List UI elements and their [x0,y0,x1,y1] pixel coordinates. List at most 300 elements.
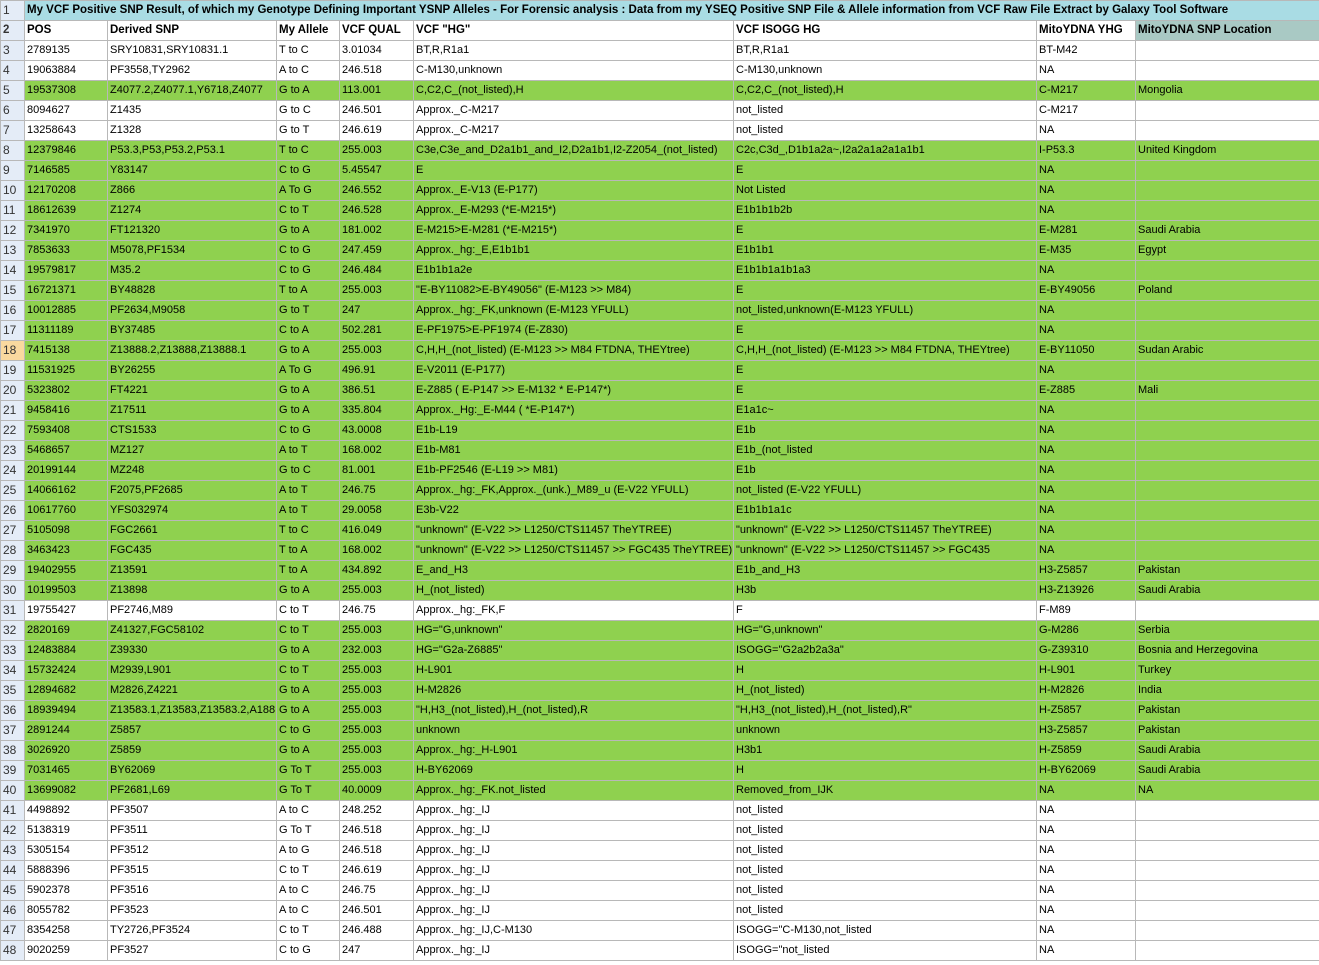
cell-vcf-qual[interactable]: 5.45547 [340,161,414,181]
cell-my-allele[interactable]: A To G [277,361,340,381]
row-header[interactable]: 29 [1,561,25,581]
cell-vcf-isogg-hg[interactable]: "unknown" (E-V22 >> L1250/CTS11457 >> FGC435 [734,541,1037,561]
cell-pos[interactable]: 10199503 [25,581,108,601]
cell-my-allele[interactable]: C to T [277,601,340,621]
cell-mitoydna-yhg[interactable]: NA [1037,801,1136,821]
row-header[interactable]: 13 [1,241,25,261]
cell-mitoydna-yhg[interactable]: NA [1037,361,1136,381]
cell-vcf-hg[interactable]: Approx._hg:_E,E1b1b1 [414,241,734,261]
cell-derived-snp[interactable]: M5078,PF1534 [108,241,277,261]
cell-my-allele[interactable]: G To T [277,821,340,841]
row-header[interactable]: 2 [1,21,25,41]
cell-vcf-qual[interactable]: 255.003 [340,741,414,761]
cell-vcf-isogg-hg[interactable]: Not Listed [734,181,1037,201]
cell-pos[interactable]: 12483884 [25,641,108,661]
cell-pos[interactable]: 11531925 [25,361,108,381]
cell-vcf-hg[interactable]: Approx._hg:_FK,unknown (E-M123 YFULL) [414,301,734,321]
cell-vcf-isogg-hg[interactable]: not_listed [734,841,1037,861]
cell-pos[interactable]: 13699082 [25,781,108,801]
cell-my-allele[interactable]: C to T [277,621,340,641]
cell-mitoydna-snp-location[interactable] [1136,481,1319,501]
row-header[interactable]: 28 [1,541,25,561]
cell-vcf-isogg-hg[interactable]: ISOGG="C-M130,not_listed [734,921,1037,941]
cell-vcf-isogg-hg[interactable]: H_(not_listed) [734,681,1037,701]
cell-my-allele[interactable]: G to A [277,701,340,721]
cell-vcf-isogg-hg[interactable]: H [734,661,1037,681]
cell-vcf-hg[interactable]: H-L901 [414,661,734,681]
cell-mitoydna-snp-location[interactable]: Bosnia and Herzegovina [1136,641,1319,661]
cell-mitoydna-snp-location[interactable]: NA [1136,781,1319,801]
cell-vcf-qual[interactable]: 3.01034 [340,41,414,61]
cell-mitoydna-snp-location[interactable] [1136,41,1319,61]
row-header[interactable]: 18 [1,341,25,361]
cell-derived-snp[interactable]: M2939,L901 [108,661,277,681]
cell-derived-snp[interactable]: Z1435 [108,101,277,121]
cell-mitoydna-yhg[interactable]: NA [1037,901,1136,921]
cell-my-allele[interactable]: T to A [277,561,340,581]
cell-mitoydna-snp-location[interactable] [1136,941,1319,961]
cell-vcf-hg[interactable]: C-M130,unknown [414,61,734,81]
cell-derived-snp[interactable]: PF2681,L69 [108,781,277,801]
cell-mitoydna-yhg[interactable]: H-Z5859 [1037,741,1136,761]
cell-pos[interactable]: 7031465 [25,761,108,781]
cell-vcf-qual[interactable]: 168.002 [340,441,414,461]
cell-mitoydna-yhg[interactable]: H-L901 [1037,661,1136,681]
cell-mitoydna-yhg[interactable]: NA [1037,61,1136,81]
sheet-title[interactable]: My VCF Positive SNP Result, of which my Genotype Defining Important YSNP Alleles - For Forensic analysis : Data from my YSEQ Positive SNP File & Allele information from VCF Raw File Extract by Galaxy Tool Software [25,1,1319,21]
row-header[interactable]: 6 [1,101,25,121]
cell-pos[interactable]: 15732424 [25,661,108,681]
cell-mitoydna-yhg[interactable]: BT-M42 [1037,41,1136,61]
cell-mitoydna-snp-location[interactable]: Pakistan [1136,561,1319,581]
cell-vcf-qual[interactable]: 29.0058 [340,501,414,521]
cell-pos[interactable]: 7146585 [25,161,108,181]
cell-my-allele[interactable]: C to T [277,921,340,941]
cell-vcf-hg[interactable]: H-M2826 [414,681,734,701]
cell-vcf-isogg-hg[interactable]: C-M130,unknown [734,61,1037,81]
cell-mitoydna-yhg[interactable]: NA [1037,401,1136,421]
cell-mitoydna-yhg[interactable]: NA [1037,781,1136,801]
row-header[interactable]: 17 [1,321,25,341]
cell-pos[interactable]: 9020259 [25,941,108,961]
cell-mitoydna-snp-location[interactable] [1136,321,1319,341]
cell-mitoydna-snp-location[interactable] [1136,161,1319,181]
cell-mitoydna-snp-location[interactable]: Mali [1136,381,1319,401]
cell-vcf-hg[interactable]: H_(not_listed) [414,581,734,601]
cell-vcf-qual[interactable]: 246.518 [340,61,414,81]
cell-vcf-qual[interactable]: 255.003 [340,681,414,701]
cell-my-allele[interactable]: C to G [277,241,340,261]
cell-vcf-qual[interactable]: 416.049 [340,521,414,541]
cell-pos[interactable]: 10012885 [25,301,108,321]
cell-vcf-hg[interactable]: Approx._E-V13 (E-P177) [414,181,734,201]
cell-pos[interactable]: 8055782 [25,901,108,921]
cell-pos[interactable]: 5105098 [25,521,108,541]
cell-vcf-hg[interactable]: H-BY62069 [414,761,734,781]
cell-pos[interactable]: 16721371 [25,281,108,301]
row-header[interactable]: 24 [1,461,25,481]
cell-vcf-qual[interactable]: 247 [340,941,414,961]
cell-vcf-qual[interactable]: 81.001 [340,461,414,481]
col-header-vcf-qual[interactable]: VCF QUAL [340,21,414,41]
cell-pos[interactable]: 5323802 [25,381,108,401]
cell-mitoydna-snp-location[interactable]: Pakistan [1136,701,1319,721]
cell-vcf-hg[interactable]: Approx._C-M217 [414,101,734,121]
cell-derived-snp[interactable]: Z41327,FGC58102 [108,621,277,641]
cell-vcf-hg[interactable]: HG="G,unknown" [414,621,734,641]
cell-mitoydna-snp-location[interactable] [1136,501,1319,521]
cell-mitoydna-snp-location[interactable]: Turkey [1136,661,1319,681]
cell-my-allele[interactable]: T to A [277,541,340,561]
cell-vcf-isogg-hg[interactable]: ISOGG="not_listed [734,941,1037,961]
cell-my-allele[interactable]: C to G [277,261,340,281]
cell-mitoydna-yhg[interactable]: C-M217 [1037,81,1136,101]
cell-vcf-hg[interactable]: Approx._E-M293 (*E-M215*) [414,201,734,221]
row-header[interactable]: 1 [1,1,25,21]
cell-vcf-qual[interactable]: 246.518 [340,821,414,841]
cell-vcf-isogg-hg[interactable]: not_listed [734,801,1037,821]
col-header-vcf-isogg-hg[interactable]: VCF ISOGG HG [734,21,1037,41]
cell-mitoydna-snp-location[interactable] [1136,421,1319,441]
cell-vcf-isogg-hg[interactable]: H [734,761,1037,781]
cell-mitoydna-yhg[interactable]: H-BY62069 [1037,761,1136,781]
row-header[interactable]: 45 [1,881,25,901]
cell-my-allele[interactable]: A to C [277,901,340,921]
cell-vcf-qual[interactable]: 246.501 [340,901,414,921]
cell-my-allele[interactable]: A to C [277,801,340,821]
cell-derived-snp[interactable]: TY2726,PF3524 [108,921,277,941]
row-header[interactable]: 27 [1,521,25,541]
cell-vcf-qual[interactable]: 255.003 [340,701,414,721]
cell-vcf-isogg-hg[interactable]: E [734,161,1037,181]
cell-pos[interactable]: 3026920 [25,741,108,761]
cell-mitoydna-yhg[interactable]: NA [1037,261,1136,281]
col-header-mitoydna-yhg[interactable]: MitoYDNA YHG [1037,21,1136,41]
cell-pos[interactable]: 19755427 [25,601,108,621]
cell-mitoydna-yhg[interactable]: NA [1037,441,1136,461]
cell-mitoydna-snp-location[interactable] [1136,901,1319,921]
cell-derived-snp[interactable]: Z5859 [108,741,277,761]
cell-vcf-isogg-hg[interactable]: E1b [734,421,1037,441]
cell-derived-snp[interactable]: Z13888.2,Z13888,Z13888.1 [108,341,277,361]
cell-vcf-hg[interactable]: Approx._hg:_IJ,C-M130 [414,921,734,941]
cell-vcf-qual[interactable]: 246.484 [340,261,414,281]
cell-mitoydna-yhg[interactable]: H3-Z5857 [1037,721,1136,741]
cell-mitoydna-snp-location[interactable] [1136,301,1319,321]
row-header[interactable]: 37 [1,721,25,741]
cell-vcf-hg[interactable]: unknown [414,721,734,741]
cell-mitoydna-snp-location[interactable] [1136,261,1319,281]
cell-vcf-qual[interactable]: 255.003 [340,621,414,641]
cell-pos[interactable]: 18612639 [25,201,108,221]
cell-pos[interactable]: 5468657 [25,441,108,461]
cell-mitoydna-snp-location[interactable] [1136,461,1319,481]
cell-vcf-hg[interactable]: E_and_H3 [414,561,734,581]
cell-mitoydna-yhg[interactable]: NA [1037,501,1136,521]
cell-mitoydna-snp-location[interactable]: Egypt [1136,241,1319,261]
cell-vcf-hg[interactable]: E1b1b1a2e [414,261,734,281]
cell-my-allele[interactable]: A to C [277,61,340,81]
cell-pos[interactable]: 10617760 [25,501,108,521]
cell-mitoydna-snp-location[interactable]: Sudan Arabic [1136,341,1319,361]
cell-vcf-qual[interactable]: 246.501 [340,101,414,121]
cell-vcf-isogg-hg[interactable]: Removed_from_IJK [734,781,1037,801]
cell-derived-snp[interactable]: Z1328 [108,121,277,141]
cell-mitoydna-yhg[interactable]: E-M281 [1037,221,1136,241]
cell-mitoydna-yhg[interactable]: H3-Z13926 [1037,581,1136,601]
cell-my-allele[interactable]: G to A [277,221,340,241]
cell-vcf-hg[interactable]: E1b-L19 [414,421,734,441]
cell-pos[interactable]: 5888396 [25,861,108,881]
row-header[interactable]: 33 [1,641,25,661]
cell-my-allele[interactable]: C to G [277,421,340,441]
row-header[interactable]: 5 [1,81,25,101]
cell-vcf-hg[interactable]: E-PF1975>E-PF1974 (E-Z830) [414,321,734,341]
cell-vcf-qual[interactable]: 181.002 [340,221,414,241]
cell-derived-snp[interactable]: Z39330 [108,641,277,661]
cell-vcf-isogg-hg[interactable]: E [734,221,1037,241]
cell-mitoydna-yhg[interactable]: H-Z5857 [1037,701,1136,721]
cell-vcf-qual[interactable]: 255.003 [340,661,414,681]
cell-my-allele[interactable]: G to A [277,401,340,421]
cell-mitoydna-snp-location[interactable] [1136,101,1319,121]
row-header[interactable]: 32 [1,621,25,641]
cell-pos[interactable]: 7593408 [25,421,108,441]
cell-vcf-isogg-hg[interactable]: "H,H3_(not_listed),H_(not_listed),R" [734,701,1037,721]
cell-derived-snp[interactable]: FT4221 [108,381,277,401]
cell-pos[interactable]: 5902378 [25,881,108,901]
cell-vcf-qual[interactable]: 113.001 [340,81,414,101]
col-header-my-allele[interactable]: My Allele [277,21,340,41]
cell-mitoydna-snp-location[interactable]: Serbia [1136,621,1319,641]
cell-vcf-isogg-hg[interactable]: not_listed [734,121,1037,141]
row-header[interactable]: 23 [1,441,25,461]
cell-vcf-qual[interactable]: 335.804 [340,401,414,421]
cell-derived-snp[interactable]: BY48828 [108,281,277,301]
cell-my-allele[interactable]: G to A [277,641,340,661]
cell-my-allele[interactable]: G to C [277,101,340,121]
cell-pos[interactable]: 7853633 [25,241,108,261]
cell-vcf-hg[interactable]: Approx._hg:_FK.not_listed [414,781,734,801]
cell-pos[interactable]: 4498892 [25,801,108,821]
cell-vcf-isogg-hg[interactable]: E [734,281,1037,301]
cell-mitoydna-snp-location[interactable] [1136,401,1319,421]
cell-vcf-isogg-hg[interactable]: HG="G,unknown" [734,621,1037,641]
cell-my-allele[interactable]: A to T [277,501,340,521]
cell-my-allele[interactable]: C to T [277,201,340,221]
cell-my-allele[interactable]: G to A [277,681,340,701]
cell-pos[interactable]: 9458416 [25,401,108,421]
cell-derived-snp[interactable]: M35.2 [108,261,277,281]
cell-my-allele[interactable]: C to T [277,861,340,881]
cell-my-allele[interactable]: T to C [277,521,340,541]
cell-derived-snp[interactable]: PF2746,M89 [108,601,277,621]
row-header[interactable]: 44 [1,861,25,881]
cell-vcf-isogg-hg[interactable]: E1b1b1a1b1a3 [734,261,1037,281]
cell-mitoydna-yhg[interactable]: NA [1037,201,1136,221]
cell-mitoydna-snp-location[interactable] [1136,361,1319,381]
cell-vcf-isogg-hg[interactable]: E [734,381,1037,401]
cell-derived-snp[interactable]: PF2634,M9058 [108,301,277,321]
cell-vcf-hg[interactable]: Approx._hg:_IJ [414,841,734,861]
cell-mitoydna-yhg[interactable]: NA [1037,821,1136,841]
cell-pos[interactable]: 12170208 [25,181,108,201]
cell-derived-snp[interactable]: FT121320 [108,221,277,241]
cell-mitoydna-snp-location[interactable] [1136,821,1319,841]
cell-my-allele[interactable]: A to C [277,881,340,901]
cell-vcf-qual[interactable]: 247.459 [340,241,414,261]
cell-pos[interactable]: 5138319 [25,821,108,841]
cell-vcf-hg[interactable]: "E-BY11082>E-BY49056" (E-M123 >> M84) [414,281,734,301]
cell-vcf-hg[interactable]: "H,H3_(not_listed),H_(not_listed),R [414,701,734,721]
cell-derived-snp[interactable]: PF3558,TY2962 [108,61,277,81]
cell-vcf-hg[interactable]: Approx._hg:_IJ [414,821,734,841]
cell-mitoydna-snp-location[interactable]: India [1136,681,1319,701]
cell-mitoydna-yhg[interactable]: H-M2826 [1037,681,1136,701]
row-header[interactable]: 20 [1,381,25,401]
cell-derived-snp[interactable]: PF3511 [108,821,277,841]
cell-pos[interactable]: 14066162 [25,481,108,501]
cell-vcf-qual[interactable]: 246.518 [340,841,414,861]
cell-vcf-hg[interactable]: Approx._C-M217 [414,121,734,141]
cell-vcf-isogg-hg[interactable]: E1b [734,461,1037,481]
cell-mitoydna-snp-location[interactable] [1136,121,1319,141]
cell-vcf-hg[interactable]: Approx._hg:_IJ [414,901,734,921]
cell-vcf-qual[interactable]: 43.0008 [340,421,414,441]
cell-derived-snp[interactable]: Z13898 [108,581,277,601]
cell-vcf-isogg-hg[interactable]: H3b [734,581,1037,601]
col-header-derived-snp[interactable]: Derived SNP [108,21,277,41]
row-header[interactable]: 22 [1,421,25,441]
row-header[interactable]: 14 [1,261,25,281]
cell-mitoydna-snp-location[interactable]: Saudi Arabia [1136,741,1319,761]
cell-vcf-qual[interactable]: 386.51 [340,381,414,401]
cell-vcf-qual[interactable]: 246.75 [340,601,414,621]
cell-my-allele[interactable]: T to A [277,281,340,301]
cell-mitoydna-snp-location[interactable] [1136,181,1319,201]
cell-pos[interactable]: 19402955 [25,561,108,581]
cell-pos[interactable]: 19537308 [25,81,108,101]
cell-mitoydna-yhg[interactable]: I-P53.3 [1037,141,1136,161]
cell-mitoydna-snp-location[interactable]: United Kingdom [1136,141,1319,161]
cell-vcf-qual[interactable]: 246.619 [340,861,414,881]
cell-my-allele[interactable]: G To T [277,761,340,781]
cell-vcf-isogg-hg[interactable]: not_listed (E-V22 YFULL) [734,481,1037,501]
cell-derived-snp[interactable]: Z13583.1,Z13583,Z13583.2,A188 [108,701,277,721]
cell-vcf-hg[interactable]: Approx._Hg:_E-M44 ( *E-P147*) [414,401,734,421]
row-header[interactable]: 11 [1,201,25,221]
cell-derived-snp[interactable]: Y83147 [108,161,277,181]
cell-mitoydna-yhg[interactable]: E-M35 [1037,241,1136,261]
cell-vcf-qual[interactable]: 246.75 [340,481,414,501]
col-header-pos[interactable]: POS [25,21,108,41]
cell-pos[interactable]: 2820169 [25,621,108,641]
cell-vcf-hg[interactable]: C,C2,C_(not_listed),H [414,81,734,101]
cell-mitoydna-snp-location[interactable]: Pakistan [1136,721,1319,741]
cell-pos[interactable]: 20199144 [25,461,108,481]
row-header[interactable]: 31 [1,601,25,621]
cell-my-allele[interactable]: C to T [277,661,340,681]
cell-vcf-isogg-hg[interactable]: not_listed [734,821,1037,841]
cell-vcf-hg[interactable]: Approx._hg:_IJ [414,861,734,881]
cell-mitoydna-snp-location[interactable]: Saudi Arabia [1136,581,1319,601]
cell-vcf-qual[interactable]: 255.003 [340,721,414,741]
cell-vcf-qual[interactable]: 232.003 [340,641,414,661]
cell-vcf-hg[interactable]: E-M215>E-M281 (*E-M215*) [414,221,734,241]
cell-mitoydna-yhg[interactable]: NA [1037,121,1136,141]
col-header-vcf-hg[interactable]: VCF "HG" [414,21,734,41]
cell-vcf-hg[interactable]: Approx._hg:_FK,Approx._(unk.)_M89_u (E-V22 YFULL) [414,481,734,501]
row-header[interactable]: 10 [1,181,25,201]
cell-vcf-qual[interactable]: 168.002 [340,541,414,561]
cell-my-allele[interactable]: G to A [277,81,340,101]
cell-mitoydna-yhg[interactable]: NA [1037,841,1136,861]
row-header[interactable]: 19 [1,361,25,381]
cell-vcf-qual[interactable]: 434.892 [340,561,414,581]
cell-derived-snp[interactable]: BY37485 [108,321,277,341]
cell-vcf-isogg-hg[interactable]: H3b1 [734,741,1037,761]
cell-vcf-isogg-hg[interactable]: not_listed [734,101,1037,121]
cell-derived-snp[interactable]: FGC2661 [108,521,277,541]
cell-my-allele[interactable]: C to G [277,721,340,741]
cell-vcf-hg[interactable]: Approx._hg:_IJ [414,941,734,961]
cell-mitoydna-snp-location[interactable] [1136,861,1319,881]
cell-pos[interactable]: 12379846 [25,141,108,161]
cell-vcf-isogg-hg[interactable]: C,H,H_(not_listed) (E-M123 >> M84 FTDNA, THEYtree) [734,341,1037,361]
cell-pos[interactable]: 8094627 [25,101,108,121]
cell-vcf-qual[interactable]: 496.91 [340,361,414,381]
cell-vcf-isogg-hg[interactable]: E1b_and_H3 [734,561,1037,581]
cell-vcf-isogg-hg[interactable]: not_listed [734,881,1037,901]
cell-vcf-hg[interactable]: E1b-PF2546 (E-L19 >> M81) [414,461,734,481]
cell-vcf-hg[interactable]: C,H,H_(not_listed) (E-M123 >> M84 FTDNA, THEYtree) [414,341,734,361]
cell-vcf-hg[interactable]: Approx._hg:_IJ [414,881,734,901]
cell-pos[interactable]: 11311189 [25,321,108,341]
row-header[interactable]: 40 [1,781,25,801]
cell-mitoydna-snp-location[interactable] [1136,201,1319,221]
cell-derived-snp[interactable]: Z1274 [108,201,277,221]
cell-my-allele[interactable]: A to T [277,481,340,501]
cell-derived-snp[interactable]: Z866 [108,181,277,201]
cell-mitoydna-yhg[interactable]: NA [1037,161,1136,181]
row-header[interactable]: 34 [1,661,25,681]
cell-my-allele[interactable]: C to G [277,161,340,181]
cell-vcf-isogg-hg[interactable]: "unknown" (E-V22 >> L1250/CTS11457 TheYTREE) [734,521,1037,541]
cell-mitoydna-yhg[interactable]: NA [1037,521,1136,541]
row-header[interactable]: 43 [1,841,25,861]
cell-mitoydna-yhg[interactable]: F-M89 [1037,601,1136,621]
cell-derived-snp[interactable]: MZ248 [108,461,277,481]
cell-vcf-isogg-hg[interactable]: not_listed,unknown(E-M123 YFULL) [734,301,1037,321]
cell-my-allele[interactable]: G To T [277,781,340,801]
cell-vcf-qual[interactable]: 248.252 [340,801,414,821]
cell-my-allele[interactable]: A to T [277,441,340,461]
cell-vcf-hg[interactable]: E-V2011 (E-P177) [414,361,734,381]
cell-mitoydna-snp-location[interactable] [1136,61,1319,81]
cell-vcf-hg[interactable]: Approx._hg:_IJ [414,801,734,821]
cell-vcf-isogg-hg[interactable]: E1b1b1 [734,241,1037,261]
cell-vcf-isogg-hg[interactable]: E1b_(not_listed [734,441,1037,461]
cell-derived-snp[interactable]: P53.3,P53,P53.2,P53.1 [108,141,277,161]
cell-my-allele[interactable]: A to G [277,841,340,861]
cell-derived-snp[interactable]: M2826,Z4221 [108,681,277,701]
cell-vcf-hg[interactable]: "unknown" (E-V22 >> L1250/CTS11457 TheYTREE) [414,521,734,541]
cell-vcf-hg[interactable]: Approx._hg:_FK,F [414,601,734,621]
row-header[interactable]: 3 [1,41,25,61]
cell-pos[interactable]: 7415138 [25,341,108,361]
cell-mitoydna-yhg[interactable]: H3-Z5857 [1037,561,1136,581]
row-header[interactable]: 42 [1,821,25,841]
